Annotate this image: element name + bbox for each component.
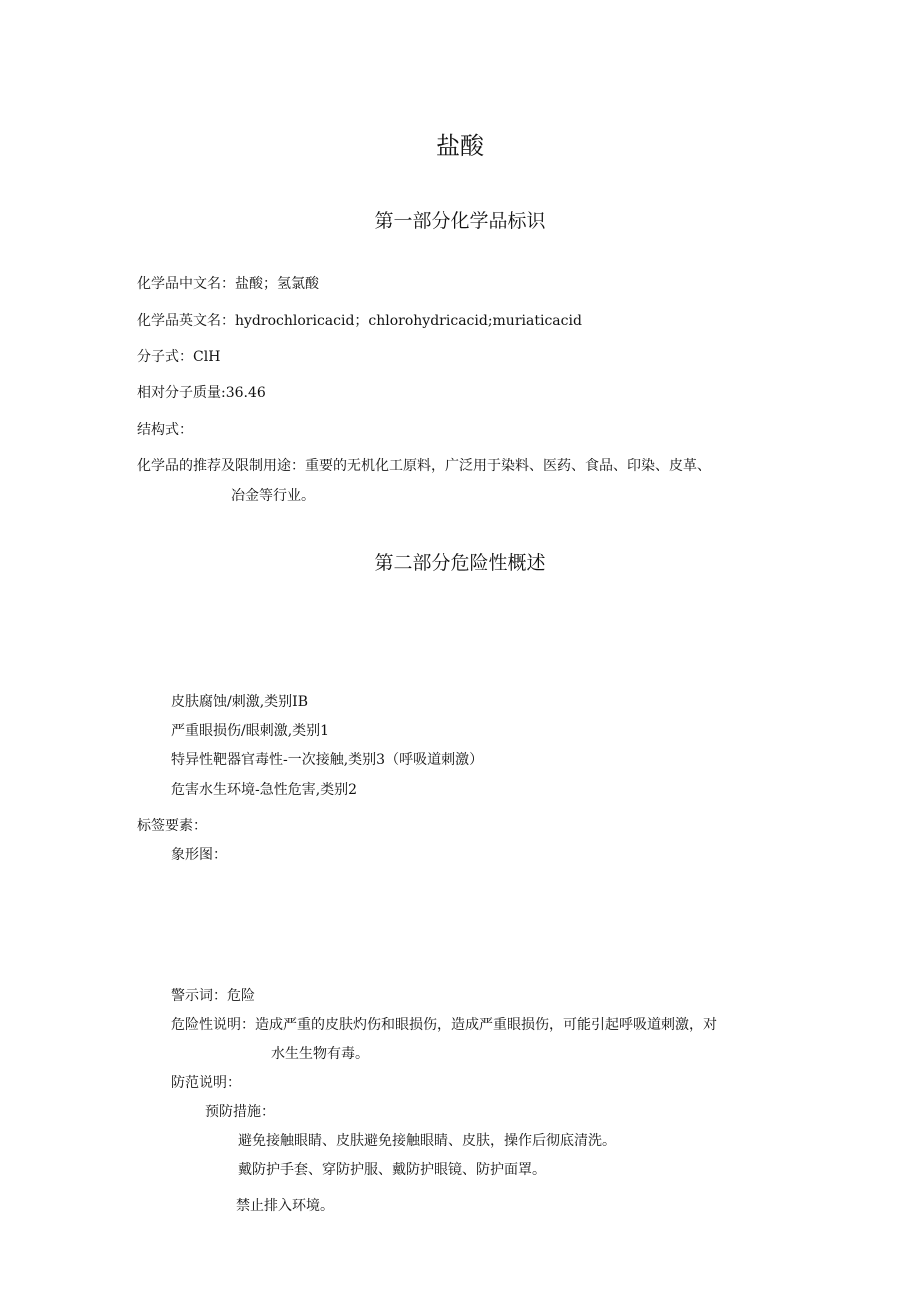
label-elements-heading: 标签要素： xyxy=(137,818,207,834)
cn-name-line: 化学品中文名：盐酸；氢氯酸 xyxy=(137,276,319,292)
en-name-line: 化学品英文名：hydrochloricacid；chlorohydricacid;muriaticacid xyxy=(137,313,582,329)
section2-heading: 第二部分危险性概述 xyxy=(374,552,546,574)
prevention-item: 禁止排入环境。 xyxy=(236,1198,334,1214)
signal-word-line: 警示词：危险 xyxy=(171,988,255,1004)
structure-line: 结构式： xyxy=(137,422,193,438)
prevention-item: 避免接触眼睛、皮肤避免接触眼睛、皮肤，操作后彻底清洗。 xyxy=(238,1133,616,1149)
classification-item: 皮肤腐蚀/刺激,类别IB xyxy=(171,694,308,710)
pictogram-label: 象形图： xyxy=(171,847,227,863)
prevention-item: 戴防护手套、穿防护服、戴防护眼镜、防护面罩。 xyxy=(238,1162,546,1178)
usage-line-2: 冶金等行业。 xyxy=(231,488,315,504)
classification-item: 特异性靶器官毒性-一次接触,类别3（呼吸道刺激） xyxy=(171,752,484,768)
document-title: 盐酸 xyxy=(436,132,484,160)
hazard-statement-line-2: 水生生物有毒。 xyxy=(271,1046,369,1062)
formula-line: 分子式：ClH xyxy=(137,349,221,365)
precaution-heading: 防范说明： xyxy=(171,1075,241,1091)
usage-line-1: 化学品的推荐及限制用途：重要的无机化工原料，广泛用于染料、医药、食品、印染、皮革、 xyxy=(137,458,711,474)
classification-item: 严重眼损伤/眼刺激,类别1 xyxy=(171,723,330,739)
hazard-statement-line-1: 危险性说明：造成严重的皮肤灼伤和眼损伤，造成严重眼损伤，可能引起呼吸道刺激，对 xyxy=(171,1017,717,1033)
prevention-heading: 预防措施： xyxy=(205,1104,275,1120)
section1-heading: 第一部分化学品标识 xyxy=(374,210,546,232)
classification-item: 危害水生环境-急性危害,类别2 xyxy=(171,782,358,798)
molecular-mass-line: 相对分子质量:36.46 xyxy=(137,385,266,401)
